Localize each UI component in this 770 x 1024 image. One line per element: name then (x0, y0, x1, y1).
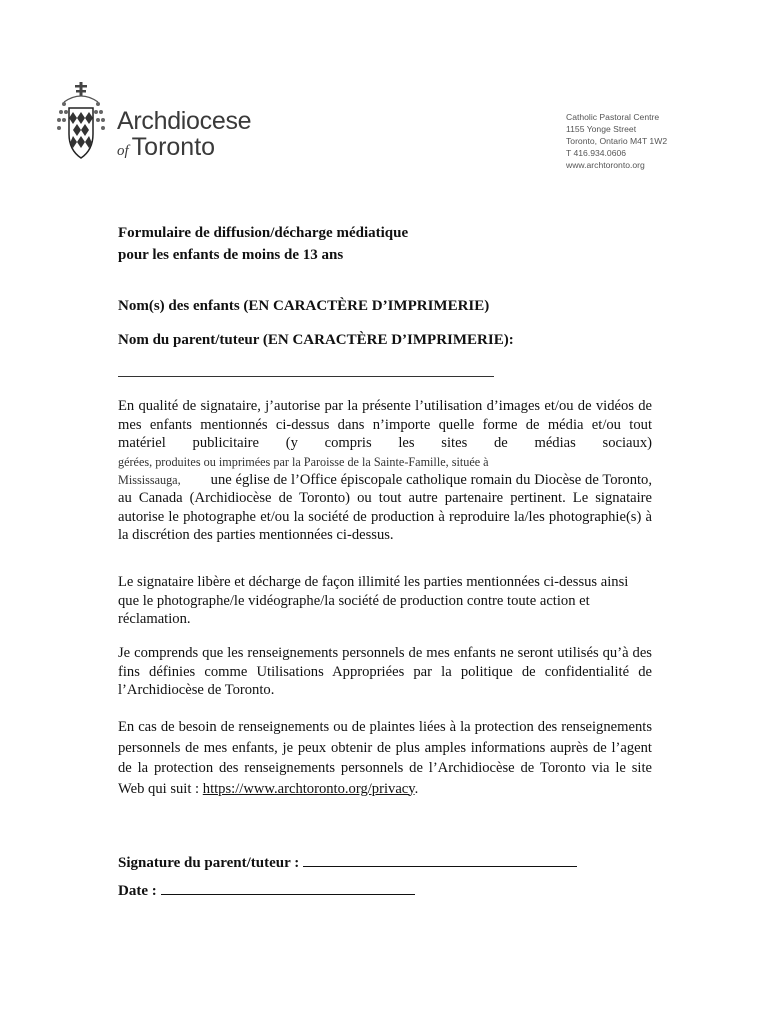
privacy-policy-link[interactable]: https://www.archtoronto.org/privacy (202, 780, 415, 797)
parish-name-text: gérées, produites ou imprimées par la Paroisse de la Sainte-Famille, située à (118, 454, 489, 469)
privacy-contact-text: En cas de besoin de renseignements ou de plaintes liées à la protection des renseignements personnels de mes enfants, je peux obtenir de plus amples informations auprès de l’agent de la protection des renseignements personnels de l’Archidiocèse de Toronto via le site Web qui suit : (118, 719, 652, 797)
archdiocese-wordmark (117, 108, 251, 164)
privacy-contact-period: . (414, 780, 419, 797)
parish-city-text: Mississauga, (118, 472, 181, 487)
date-field[interactable] (161, 880, 415, 895)
address-line: Catholic Pastoral Centre (566, 112, 660, 122)
address-line: Toronto, Ontario M4T 1W2 (566, 136, 668, 146)
wordmark-line-2 (117, 134, 251, 164)
authorization-text-part1: En qualité de signataire, j’autorise par la présente l’utilisation d’images et/ou de vidéos de mes enfants mentionnés ci-dessus dans n’importe quelle forme de média et/ou tout matériel publicitaire (y compris les sites de médias sociaux) (118, 398, 652, 451)
authorization-text-rest: une église de l’Office épiscopale catholique romain du Diocèse de Toronto, au Canada (Archidiocèse de Toronto) ou tout autre partenaire pertinent. Le signataire autorise le photographe et/ou la société de production à reproduire la/les photographie(s) à la discrétion des parties mentionnées ci-dessus. (118, 471, 652, 543)
wordmark-line-1: Archdiocese (117, 107, 252, 135)
authorization-text-part2 (118, 471, 652, 545)
form-title-line-2: pour les enfants de moins de 13 ans (118, 247, 344, 263)
wordmark-toronto: Toronto (131, 133, 216, 161)
signature-row (118, 852, 577, 873)
address-line: 1155 Yonge Street (566, 124, 637, 134)
archdiocese-crest-icon (56, 82, 106, 162)
wordmark-of: of (117, 143, 129, 159)
signature-label: Signature du parent/tuteur : (118, 855, 300, 871)
signature-field[interactable] (303, 852, 577, 867)
children-names-label: Nom(s) des enfants (EN CARACTÈRE D’IMPRIMERIE) (118, 298, 490, 314)
privacy-contact-paragraph (118, 717, 652, 799)
letterhead-address (566, 111, 667, 171)
parent-name-field[interactable] (118, 376, 494, 377)
address-website: www.archtoronto.org (566, 160, 645, 170)
release-paragraph: Le signataire libère et décharge de façon illimité les parties mentionnées ci-dessus ainsi que le photographe/le vidéographe/la société de production contre toute action et réclamation. (118, 574, 629, 627)
form-title-line-1: Formulaire de diffusion/décharge médiatique (118, 225, 409, 241)
parent-name-label: Nom du parent/tuteur (EN CARACTÈRE D’IMPRIMERIE): (118, 332, 514, 348)
form-title (118, 222, 408, 266)
privacy-use-paragraph: Je comprends que les renseignements personnels de mes enfants ne seront utilisés qu’à des fins définies comme Utilisations Appropriées par la politique de confidentialité de l’Archidiocèse de Toronto. (118, 645, 652, 698)
address-phone: T 416.934.0606 (566, 148, 627, 158)
authorization-paragraph (118, 397, 652, 545)
date-label: Date : (118, 883, 157, 899)
date-row (118, 880, 415, 901)
